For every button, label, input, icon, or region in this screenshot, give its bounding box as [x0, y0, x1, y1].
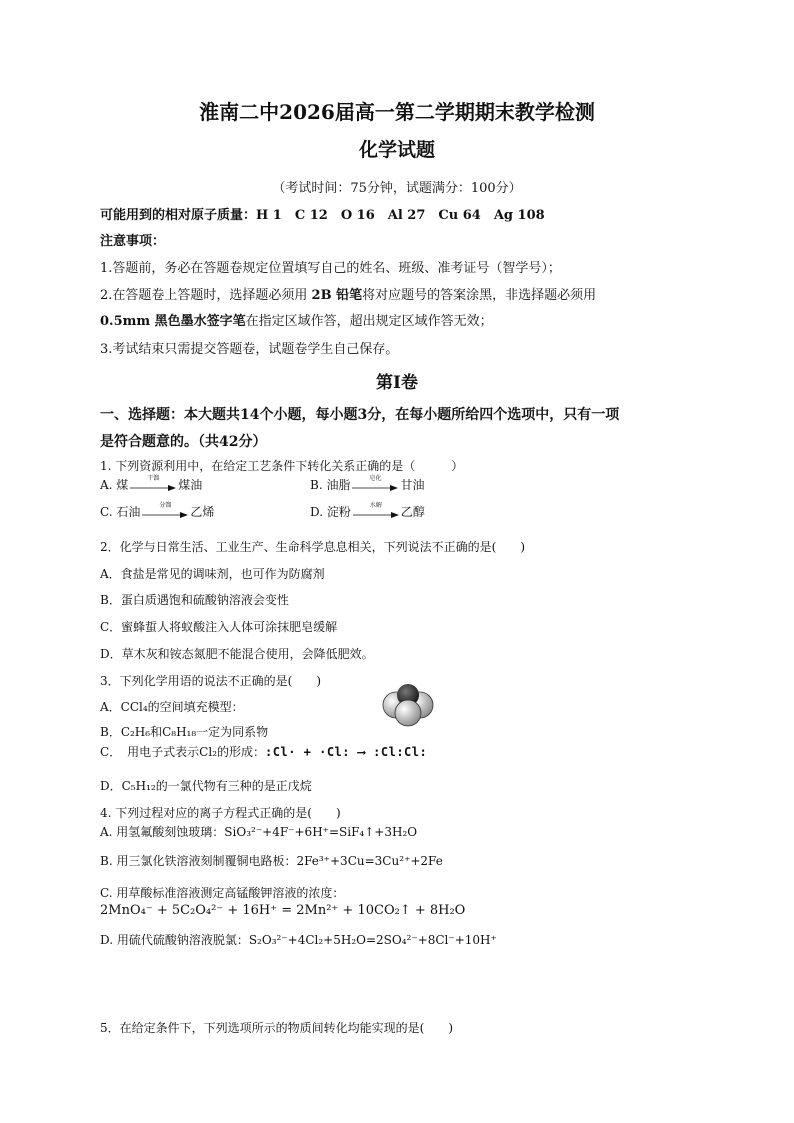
atomic-mass: 可能用到的相对原子质量：H 1 C 12 O 16 Al 27 Cu 64 Ag 108: [100, 208, 545, 223]
section-heading-1: 一、选择题：本大题共14个小题，每小题3分，在每小题所给四个选项中，只有一项: [100, 407, 620, 423]
subject-title: 化学试题: [358, 139, 435, 161]
q1-d-condition: 水解: [369, 501, 382, 509]
q4-option-b: [100, 852, 443, 869]
note-3: 3.考试结束只需提交答题卷，试题卷学生自己保存。: [100, 342, 399, 357]
q3-option-c: [100, 743, 427, 760]
q4-option-a: [100, 823, 417, 840]
q3-option-a: A．CCl₄的空间填充模型：: [100, 700, 244, 714]
q4-option-d: [100, 931, 497, 948]
note-2-pre: 2.在答题卷上答题时，选择题必须用: [100, 288, 312, 303]
q1-option-b: [310, 476, 424, 493]
q1-d-product: 乙醇: [400, 505, 425, 519]
q2-option-b: B．蛋白质遇饱和硫酸钠溶液会变性: [100, 593, 289, 607]
q1-a-condition: 干馏: [147, 474, 160, 482]
note-2-cont: [100, 310, 493, 329]
q2-option-c: C．蜜蜂蜇人将蚁酸注入人体可涂抹肥皂缓解: [100, 620, 338, 634]
reaction-arrow: [142, 501, 188, 520]
q1-option-a: [100, 476, 202, 493]
ccl4-space-filling-model: [382, 683, 434, 727]
notes-heading: 注意事项：: [100, 234, 166, 249]
q2-stem: 2．化学与日常生活、工业生产、生命科学息息相关，下列说法不正确的是( ): [100, 540, 526, 554]
reaction-arrow: [130, 474, 176, 493]
q1-b-label: B. 油脂: [310, 478, 351, 492]
q5-stem: 5．在给定条件下，下列选项所示的物质间转化均能实现的是( ): [100, 1021, 454, 1035]
q3-stem: 3．下列化学用语的说法不正确的是( ): [100, 674, 321, 688]
note-2: [100, 284, 596, 303]
q1-a-label: A. 煤: [100, 478, 129, 492]
q4-option-c: C. 用草酸标准溶液测定高锰酸钾溶液的浓度：: [100, 886, 345, 900]
q4-c-equation: 2MnO₄⁻ + 5C₂O₄²⁻ + 16H⁺ = 2Mn²⁺ + 10CO₂↑ + 8H₂O: [100, 903, 466, 918]
q3-c-electron-formula: :Cl· + ·Cl: ⟶ :Cl:Cl:: [265, 745, 428, 759]
q1-b-product: 甘油: [400, 478, 425, 492]
q1-a-product: 煤油: [178, 478, 203, 492]
q4-d-equation: S₂O₃²⁻+4Cl₂+5H₂O=2SO₄²⁻+8Cl⁻+10H⁺: [248, 933, 497, 947]
exam-title: 淮南二中2026届高一第二学期期末教学检测: [199, 100, 595, 124]
q1-b-condition: 皂化: [369, 474, 382, 482]
section-heading-2: 是符合题意的。（共42分）: [100, 434, 267, 450]
q3-c-text: C． 用电子式表示Cl₂的形成：: [100, 745, 266, 759]
note-2-pen: 0.5mm 黑色墨水签字笔: [100, 314, 246, 329]
reaction-arrow: [352, 474, 398, 493]
q3-option-b: B．C₂H₆和C₈H₁₈一定为同系物: [100, 725, 269, 739]
exam-info: （考试时间：75分钟，试题满分：100分）: [272, 181, 522, 196]
q1-option-d: [310, 503, 425, 520]
q1-d-label: D. 淀粉: [310, 505, 351, 519]
q1-stem: 1. 下列资源利用中，在给定工艺条件下转化关系正确的是（ ）: [100, 459, 464, 473]
q4-a-text: A. 用氢氟酸刻蚀玻璃：: [100, 825, 225, 839]
q4-b-text: B. 用三氯化铁溶液刻制覆铜电路板：: [100, 854, 297, 868]
q1-c-condition: 分馏: [159, 501, 172, 509]
q2-option-a: A．食盐是常见的调味剂，也可作为防腐剂: [100, 567, 325, 581]
q2-option-d: D．草木灰和铵态氮肥不能混合使用，会降低肥效。: [100, 647, 374, 661]
q4-stem: 4. 下列过程对应的离子方程式正确的是( ): [100, 806, 341, 820]
note-2-cont-text: 在指定区域作答，超出规定区域作答无效；: [245, 314, 493, 329]
note-2-bold: 2B 铅笔: [311, 288, 363, 303]
note-1: 1.答题前，务必在答题卷规定位置填写自己的姓名、班级、准考证号（智学号）；: [100, 261, 561, 276]
q4-a-equation: SiO₃²⁻+4F⁻+6H⁺=SiF₄↑+3H₂O: [224, 825, 418, 839]
note-2-post: 将对应题号的答案涂黑，非选择题必须用: [362, 288, 597, 303]
q4-d-text: D. 用硫代硫酸钠溶液脱氯：: [100, 933, 249, 947]
reaction-arrow: [353, 501, 399, 520]
q3-option-d: D．C₅H₁₂的一氯代物有三种的是正戊烷: [100, 779, 312, 793]
q1-option-c: [100, 503, 214, 520]
q1-c-label: C. 石油: [100, 505, 141, 519]
q4-b-equation: 2Fe³⁺+3Cu=3Cu²⁺+2Fe: [296, 854, 443, 868]
q1-c-product: 乙烯: [190, 505, 215, 519]
part-label: 第Ⅰ卷: [376, 373, 418, 393]
